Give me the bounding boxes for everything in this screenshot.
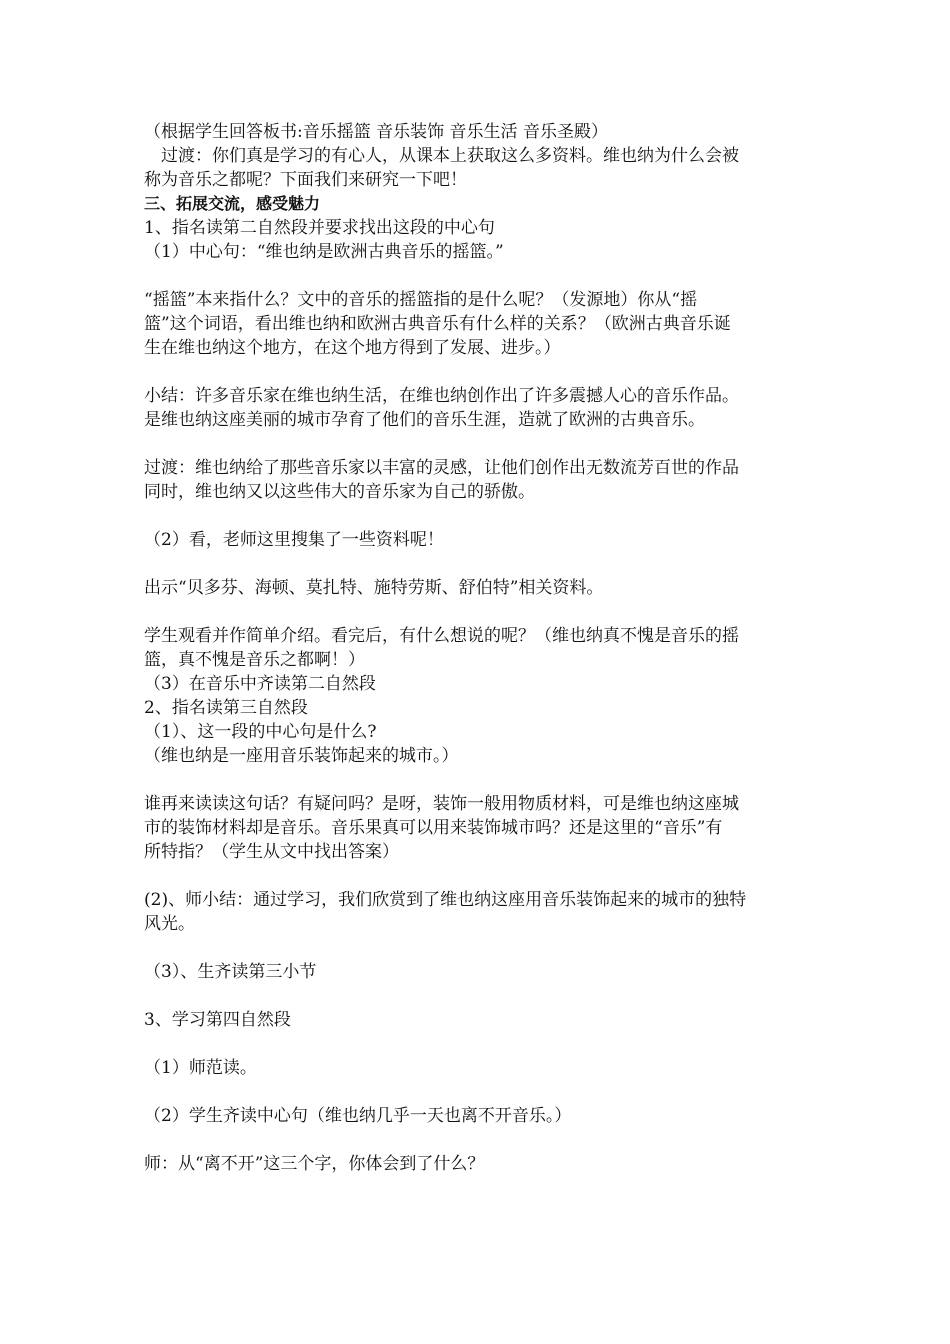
blank-line	[144, 264, 824, 288]
text-line: 1、指名读第二自然段并要求找出这段的中心句	[144, 218, 495, 238]
text-line: （1）、这一段的中心句是什么?	[144, 722, 377, 742]
blank-line	[144, 504, 824, 528]
text-line: 同时，维也纳又以这些伟大的音乐家为自己的骄傲。	[144, 482, 535, 502]
blank-line	[144, 1032, 824, 1056]
text-line: （2）看，老师这里搜集了一些资料呢！	[144, 530, 444, 550]
text-line: 小结：许多音乐家在维也纳生活，在维也纳创作出了许多震撼人心的音乐作品。	[144, 386, 739, 406]
text-line: 2、指名读第三自然段	[144, 698, 308, 718]
text-line: 篮”这个词语，看出维也纳和欧洲古典音乐有什么样的关系？（欧洲古典音乐诞	[144, 314, 731, 334]
text-line: 过渡：你们真是学习的有心人，从课本上获取这么多资料。维也纳为什么会被	[144, 146, 739, 166]
text-line: （3）在音乐中齐读第二自然段	[144, 674, 376, 694]
text-line: 称为音乐之都呢？下面我们来研究一下吧！	[144, 170, 467, 190]
blank-line	[144, 552, 824, 576]
text-line: 师：从“离不开”这三个字，你体会到了什么？	[144, 1154, 485, 1174]
text-line: （1）中心句：“维也纳是欧洲古典音乐的摇篮。”	[144, 242, 504, 262]
text-line: (2)、师小结：通过学习，我们欣赏到了维也纳这座用音乐装饰起来的城市的独特	[144, 890, 747, 910]
blank-line	[144, 768, 824, 792]
text-line: 3、学习第四自然段	[144, 1010, 291, 1030]
text-line: 生在维也纳这个地方，在这个地方得到了发展、进步。）	[144, 338, 561, 358]
blank-line	[144, 936, 824, 960]
blank-line	[144, 864, 824, 888]
text-line: 所特指？（学生从文中找出答案）	[144, 842, 399, 862]
text-line: 市的装饰材料却是音乐。音乐果真可以用来装饰城市吗？还是这里的“音乐”有	[144, 818, 723, 838]
blank-line	[144, 360, 824, 384]
blank-line	[144, 432, 824, 456]
text-line: 过渡：维也纳给了那些音乐家以丰富的灵感，让他们创作出无数流芳百世的作品	[144, 458, 739, 478]
section-heading: 三、拓展交流，感受魅力	[144, 194, 321, 213]
text-line: “摇篮”本来指什么？文中的音乐的摇篮指的是什么呢？（发源地）你从“摇	[144, 290, 698, 310]
text-line: （根据学生回答板书:音乐摇篮 音乐装饰 音乐生活 音乐圣殿）	[144, 122, 608, 142]
text-line: 篮，真不愧是音乐之都啊！）	[144, 650, 365, 670]
blank-line	[144, 1080, 824, 1104]
text-line: （2）学生齐读中心句（维也纳几乎一天也离不开音乐。）	[144, 1106, 572, 1126]
text-line: 是维也纳这座美丽的城市孕育了他们的音乐生涯，造就了欧洲的古典音乐。	[144, 410, 705, 430]
text-line: （3）、生齐读第三小节	[144, 962, 317, 982]
text-line: 谁再来读读这句话？有疑问吗？是呀，装饰一般用物质材料，可是维也纳这座城	[144, 794, 739, 814]
text-line: 风光。	[144, 914, 195, 934]
blank-line	[144, 1128, 824, 1152]
blank-line	[144, 600, 824, 624]
text-line: 出示“贝多芬、海顿、莫扎特、施特劳斯、舒伯特”相关资料。	[144, 578, 604, 598]
text-line: 学生观看并作简单介绍。看完后，有什么想说的呢？（维也纳真不愧是音乐的摇	[144, 626, 739, 646]
text-line: （维也纳是一座用音乐装饰起来的城市。）	[144, 746, 459, 766]
blank-line	[144, 984, 824, 1008]
text-line: （1）师范读。	[144, 1058, 257, 1078]
document-page	[144, 120, 824, 1176]
